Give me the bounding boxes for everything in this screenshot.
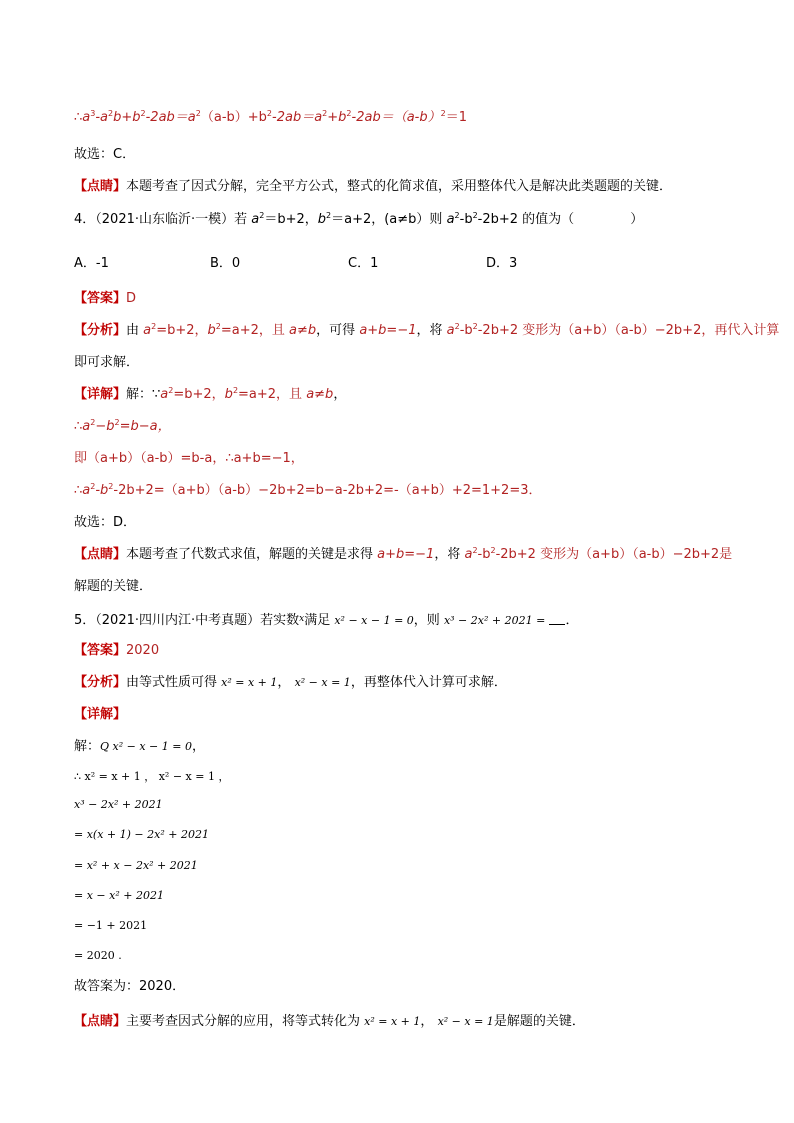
q5-answer: 【答案】2020 [74, 643, 160, 658]
q5-solution-line3: x³ − 2x² + 2021 [74, 798, 163, 811]
prev-review: 【点睛】本题考查了因式分解，完全平方公式，整式的化简求值，采用整体代入是解决此类题题的关键． [74, 179, 673, 194]
q5-review: 【点睛】主要考查因式分解的应用，将等式转化为 x² = x + 1， x² − x = 1是解题的关键． [74, 1014, 585, 1029]
q4-detail-line1: 【详解】解：$\because a^2=b+2$，$b^2=a+2$，且 a≠b， [74, 386, 347, 402]
q4-answer: 【答案】D [74, 291, 137, 306]
q5-solution-line8: = 2020 . [74, 949, 122, 962]
q5-final-answer: 故答案为：2020． [74, 979, 186, 994]
q4-detail-line3: 即（a+b）（a-b）=b-a，∴a+b=−1， [74, 451, 304, 466]
q5-solution-line1: 解：Q x² − x − 1 = 0， [74, 739, 205, 754]
q4-review-cont: 解题的关键． [74, 579, 153, 594]
q5-solution-line2: ∴ x² = x + 1 ， x² − x = 1 ， [74, 770, 230, 783]
q4-option-a: A．-1 [74, 256, 109, 271]
q4-detail-line2: $\therefore a^2-b^2=b-a$， [74, 418, 171, 434]
q5-solution-line4: = x(x + 1) − 2x² + 2021 [74, 828, 209, 841]
prev-select: 故选：C． [74, 147, 136, 162]
q5-solution-line6: = x − x² + 2021 [74, 889, 164, 902]
q4-analysis-cont: 即可求解． [74, 355, 140, 370]
prev-derivation: $\therefore a^3-a^2b+b^2-2ab=a^2(a-b)+b^2-2ab=a^2+b^2-2ab=(a-b)^2=1$ [74, 109, 467, 125]
q5-solution-line5: = x² + x − 2x² + 2021 [74, 859, 198, 872]
q4-option-b: B．0 [210, 256, 241, 271]
q5-detail-label: 【详解】 [74, 707, 127, 722]
q4-analysis: 【分析】由 $a^2=b+2$，$b^2=a+2$，且 a≠b，可得 a+b=−1，将 $a^2-b^2-2b+2$ 变形为（a+b）（a-b）−2b+2，再代入计算 [74, 322, 780, 338]
q4-option-c: C．1 [348, 256, 379, 271]
q4-option-d: D．3 [486, 256, 518, 271]
q5-stem: 5．（2021·四川内江·中考真题）若实数$^x$满足 x² − x − 1 = 0，则 x³ − 2x² + 2021 = ． [74, 613, 579, 628]
q5-solution-line7: = −1 + 2021 [74, 919, 148, 932]
q4-select: 故选：D． [74, 515, 137, 530]
q5-analysis: 【分析】由等式性质可得 x² = x + 1， x² − x = 1，再整体代入计算可求解． [74, 675, 507, 690]
q4-detail-line4: $\therefore a^2-b^2-2b+2=(a+b)(a-b)-2b+2=b-a-2b+2=-(a+b)+2=1+2=3$． [74, 482, 542, 498]
q4-stem: 4．（2021·山东临沂·一模）若 $a^2=b+2$，$b^2=a+2$，(a≠b）则 $a^2-b^2-2b+2$ 的值为（ ） [74, 211, 644, 227]
q4-review: 【点睛】本题考查了代数式求值，解题的关键是求得 a+b=−1，将 $a^2-b^2-2b+2$ 变形为（a+b）（a-b）−2b+2是 [74, 546, 733, 562]
